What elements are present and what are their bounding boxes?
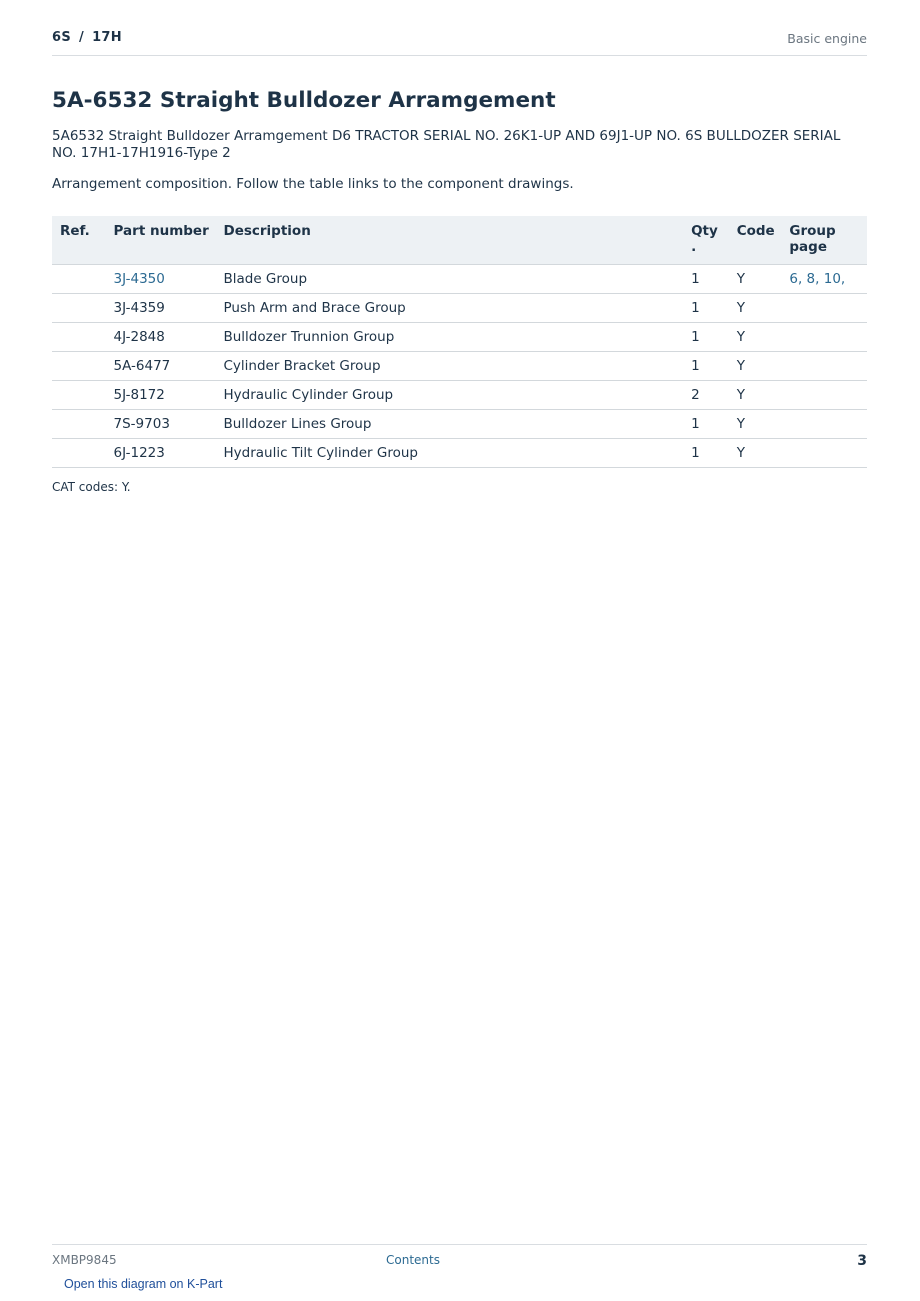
cell-ref	[52, 294, 114, 323]
cell-qty: 1	[691, 352, 737, 381]
cell-group-page	[789, 352, 867, 381]
cell-group-page	[789, 381, 867, 410]
cell-qty: 1	[691, 265, 737, 294]
cell-code: Y	[737, 381, 790, 410]
page-header	[52, 28, 867, 56]
cell-group-page	[789, 294, 867, 323]
cell-qty: 2	[691, 381, 737, 410]
cell-code: Y	[737, 439, 790, 468]
cell-ref	[52, 410, 114, 439]
cell-part-number: 3J-4359	[114, 294, 224, 323]
header-ref: Ref.	[52, 216, 114, 265]
cell-qty: 1	[691, 439, 737, 468]
contents-link[interactable]: Contents	[386, 1253, 440, 1267]
cell-group-page	[789, 323, 867, 352]
header-row	[52, 216, 867, 265]
group-page-links[interactable]: 6, 8, 10,	[789, 271, 846, 287]
page-number: 3	[857, 1253, 867, 1269]
cell-part-number: 6J-1223	[114, 439, 224, 468]
document-code: XMBP9845	[52, 1253, 117, 1267]
open-in-kpart-link[interactable]: Open this diagram on K-Part	[64, 1277, 223, 1291]
header-qty	[691, 216, 737, 265]
cell-description: Bulldozer Lines Group	[223, 410, 691, 439]
table-row	[52, 352, 867, 381]
header-qty-line1: Qty	[691, 223, 718, 239]
cell-code: Y	[737, 352, 790, 381]
table-row	[52, 294, 867, 323]
table-row	[52, 439, 867, 468]
cell-part-number: 5A-6477	[114, 352, 224, 381]
cell-group-page	[789, 439, 867, 468]
table-row	[52, 323, 867, 352]
header-group-page-line2: page	[789, 239, 827, 255]
breadcrumb-separator: /	[79, 30, 85, 45]
cell-ref	[52, 381, 114, 410]
parts-table	[52, 216, 867, 468]
cell-part-number: 5J-8172	[114, 381, 224, 410]
header-group-page-line1: Group	[789, 223, 836, 239]
cell-group-page	[789, 265, 867, 294]
cell-ref	[52, 265, 114, 294]
part-number-link[interactable]: 3J-4350	[113, 271, 165, 287]
cell-qty: 1	[691, 294, 737, 323]
document-page	[52, 0, 867, 1300]
serial-prefix: 6S	[52, 30, 72, 45]
table-row	[52, 265, 867, 294]
cell-group-page	[789, 410, 867, 439]
cell-part-number: 4J-2848	[114, 323, 224, 352]
cell-code: Y	[737, 294, 790, 323]
arrangement-description: 5A6532 Straight Bulldozer Arramgement D6 TRACTOR SERIAL NO. 26K1-UP AND 69J1-UP NO. 6S BULLDOZER SERIAL NO. 17H1-17H1916-Type 2	[52, 128, 841, 161]
cell-description: Hydraulic Tilt Cylinder Group	[223, 439, 691, 468]
intro-text: Arrangement composition. Follow the table links to the component drawings.	[52, 176, 574, 192]
parts-table-body	[52, 265, 867, 468]
cell-code: Y	[737, 410, 790, 439]
cell-ref	[52, 439, 114, 468]
serial-range: 17H	[92, 30, 122, 45]
cell-description: Hydraulic Cylinder Group	[223, 381, 691, 410]
header-code: Code	[737, 216, 790, 265]
header-group-page	[789, 216, 867, 265]
header-description: Description	[223, 216, 691, 265]
cell-part-number: 7S-9703	[114, 410, 224, 439]
cell-part-number	[114, 265, 224, 294]
cell-qty: 1	[691, 410, 737, 439]
cat-codes-note: CAT codes: Y.	[52, 480, 131, 494]
page-footer	[52, 1244, 867, 1301]
serial-breadcrumb	[52, 30, 122, 45]
page-title: 5A-6532 Straight Bulldozer Arramgement	[52, 88, 556, 113]
cell-code: Y	[737, 323, 790, 352]
cell-ref	[52, 352, 114, 381]
table-row	[52, 381, 867, 410]
header-qty-line2: .	[691, 239, 697, 255]
section-name: Basic engine	[787, 31, 867, 46]
cell-description: Bulldozer Trunnion Group	[223, 323, 691, 352]
table-row	[52, 410, 867, 439]
header-part-number: Part number	[114, 216, 224, 265]
cell-description: Push Arm and Brace Group	[223, 294, 691, 323]
cell-ref	[52, 323, 114, 352]
cell-description: Blade Group	[223, 265, 691, 294]
parts-table-header	[52, 216, 867, 265]
cell-code: Y	[737, 265, 790, 294]
cell-description: Cylinder Bracket Group	[223, 352, 691, 381]
cell-qty: 1	[691, 323, 737, 352]
